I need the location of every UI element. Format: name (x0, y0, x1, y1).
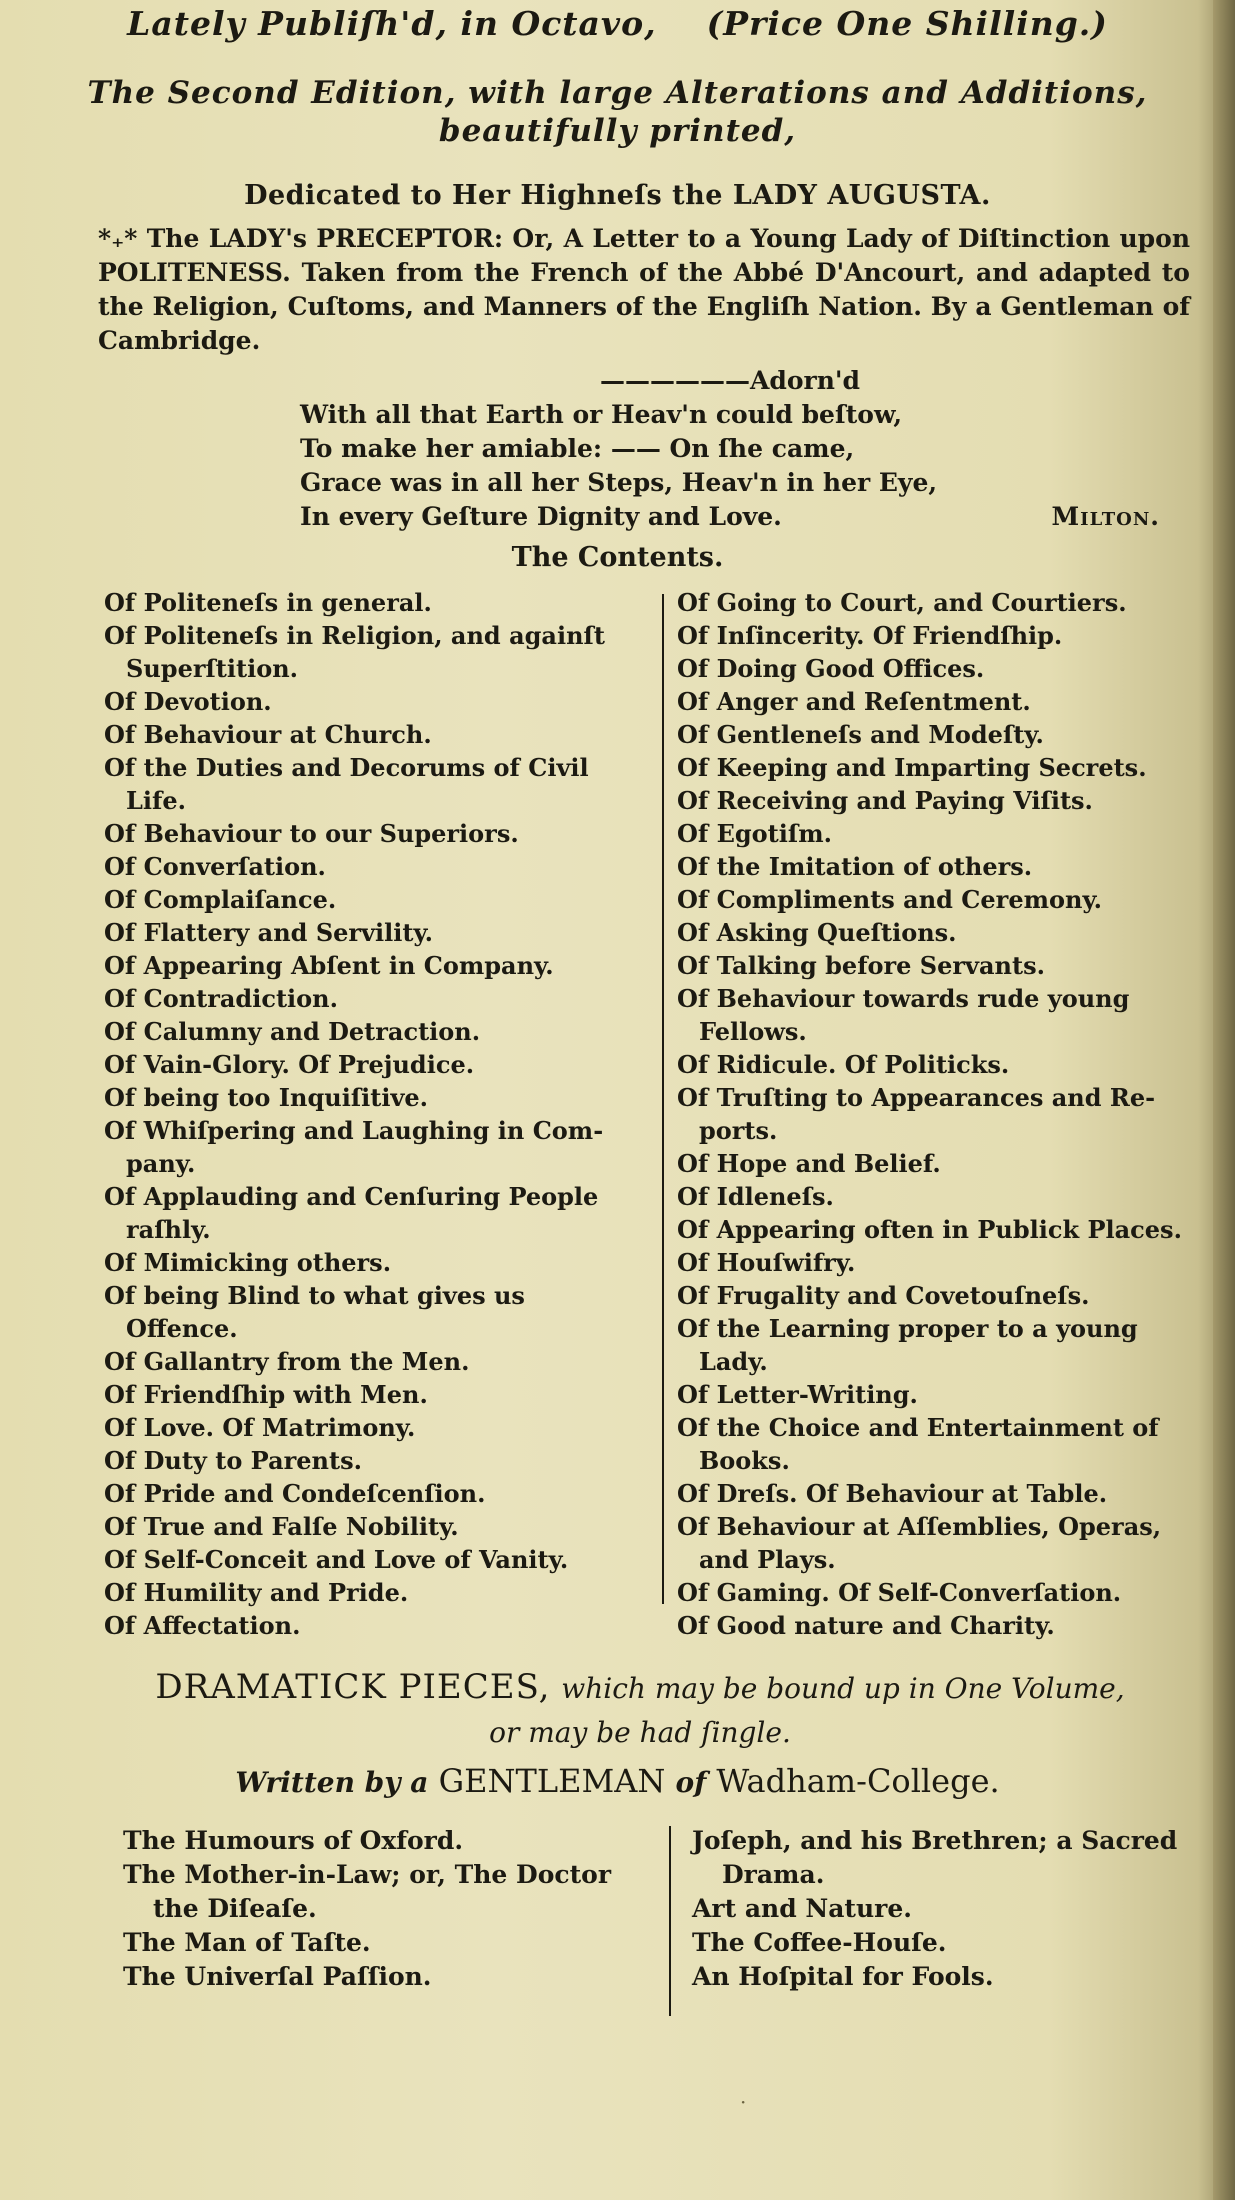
edition-heading (0, 74, 1235, 150)
contents-item: Of being Blind to what gives us (104, 1281, 525, 1310)
contents-item: Of Whiſpering and Laughing in Com- (104, 1116, 604, 1145)
play-item: The Humours of Oxford. (123, 1826, 464, 1855)
contents-item: Of the Choice and Entertainment of (677, 1413, 1159, 1442)
play-item-continuation: the Diſeaſe. (153, 1894, 317, 1923)
contents-item: Of Dreſs. Of Behaviour at Table. (677, 1479, 1108, 1508)
contents-item-continuation: Lady. (699, 1347, 768, 1376)
poem-line: To make her amiable: —— On ſhe came, (300, 434, 855, 463)
lately-published: Lately Publiſh'd, in Octavo, (127, 4, 657, 43)
play-item: The Univerſal Paſſion. (123, 1962, 432, 1991)
contents-item: Of Doing Good Offices. (677, 654, 985, 683)
contents-item: Of Appearing often in Publick Places. (677, 1215, 1182, 1244)
contents-item: Of Love. Of Matrimony. (104, 1413, 416, 1442)
contents-left-column (104, 586, 649, 1642)
plays-right-column (692, 1824, 1192, 1994)
play-item: Joſeph, and his Brethren; a Sacred (692, 1826, 1178, 1855)
play-item-continuation: Drama. (722, 1860, 825, 1889)
poem-line: With all that Earth or Heav'n could beſtow, (300, 400, 903, 429)
of-word: of (675, 1766, 707, 1799)
gentleman: GENTLEMAN (438, 1762, 666, 1800)
contents-item-continuation: Fellows. (699, 1017, 807, 1046)
contents-item: Of Letter-Writing. (677, 1380, 918, 1409)
edition-line-1: The Second Edition, with large Alterations and Additions, (87, 75, 1148, 111)
plays-divider (669, 1826, 671, 2016)
contents-item: Of Anger and Reſentment. (677, 687, 1031, 716)
contents-item: Of Going to Court, and Courtiers. (677, 588, 1127, 617)
contents-item: Of Ridicule. Of Politicks. (677, 1050, 1010, 1079)
contents-item: Of Good nature and Charity. (677, 1611, 1055, 1640)
contents-item: Of Gallantry from the Men. (104, 1347, 470, 1376)
contents-item: Of Flattery and Servility. (104, 918, 433, 947)
contents-item: Of Politeneſs in Religion, and againſt (104, 621, 605, 650)
preceptor-paragraph (98, 222, 1190, 358)
play-item: The Mother-in-Law; or, The Doctor (123, 1860, 611, 1889)
contents-item: Of Vain-Glory. Of Prejudice. (104, 1050, 475, 1079)
edition-line-2: beautifully printed, (438, 113, 797, 149)
contents-item: Of Devotion. (104, 687, 272, 716)
contents-item-continuation: Superſtition. (126, 654, 299, 683)
contents-item: Of True and Falſe Nobility. (104, 1512, 459, 1541)
contents-item: Of Behaviour at Aſſemblies, Operas, (677, 1512, 1162, 1541)
header-line (0, 4, 1235, 43)
contents-item: Of Inſincerity. Of Friendſhip. (677, 621, 1063, 650)
contents-right-column (677, 586, 1202, 1642)
play-item: Art and Nature. (692, 1894, 912, 1923)
contents-item: Of Behaviour to our Superiors. (104, 819, 519, 848)
contents-item: Of Appearing Abſent in Company. (104, 951, 554, 980)
written-by-line (0, 1762, 1235, 1800)
contents-item: Of Converſation. (104, 852, 326, 881)
contents-item-continuation: Life. (126, 786, 186, 815)
contents-item: Of Pride and Condeſcenſion. (104, 1479, 486, 1508)
contents-item: Of Mimicking others. (104, 1248, 392, 1277)
contents-item: Of Duty to Parents. (104, 1446, 362, 1475)
price: (Price One Shilling.) (706, 4, 1108, 43)
poem-line (300, 500, 1160, 534)
contents-item: Of Receiving and Paying Viſits. (677, 786, 1093, 815)
contents-item: Of Behaviour towards rude young (677, 984, 1130, 1013)
dramatick-subtitle-1: which may be bound up in One Volume, (561, 1672, 1125, 1705)
contents-item: Of Idleneſs. (677, 1182, 834, 1211)
plays-left-column (123, 1824, 663, 1994)
poem-line-text: In every Geſture Dignity and Love. (300, 502, 782, 531)
dramatick-heading (70, 1666, 1210, 1754)
contents-item: Of Asking Queſtions. (677, 918, 957, 947)
play-item: The Coffee-Houſe. (692, 1928, 947, 1957)
contents-item: Of Applauding and Cenſuring People (104, 1182, 599, 1211)
contents-item-continuation: pany. (126, 1149, 196, 1178)
column-divider (662, 594, 664, 1604)
dedication: Dedicated to Her Highneſs the LADY AUGUSTA. (244, 180, 991, 211)
contents-item-continuation: Books. (699, 1446, 790, 1475)
contents-item: Of Humility and Pride. (104, 1578, 409, 1607)
contents-item: Of Gentleneſs and Modeſty. (677, 720, 1044, 749)
contents-item: Of Behaviour at Church. (104, 720, 432, 749)
contents-title: The Contents. (511, 542, 724, 573)
contents-item: Of Hope and Belief. (677, 1149, 941, 1178)
poem (300, 364, 1160, 534)
dramatick-subtitle-2: or may be had ſingle. (489, 1716, 791, 1749)
contents-item: Of Affectation. (104, 1611, 301, 1640)
college: Wadham-College. (716, 1762, 1000, 1800)
contents-item-continuation: ports. (699, 1116, 778, 1145)
contents-item: Of Friendſhip with Men. (104, 1380, 428, 1409)
contents-item: Of Complaiſance. (104, 885, 337, 914)
contents-item-continuation: raſhly. (126, 1215, 211, 1244)
contents-item: Of Frugality and Covetouſneſs. (677, 1281, 1090, 1310)
contents-item: Of Self-Conceit and Love of Vanity. (104, 1545, 569, 1574)
dramatick-title: DRAMATICK PIECES, (155, 1667, 551, 1707)
contents-item: Of Truſting to Appearances and Re- (677, 1083, 1156, 1112)
ink-mark: · (740, 2090, 747, 2114)
contents-item: Of the Duties and Decorums of Civil (104, 753, 589, 782)
contents-item: Of Keeping and Imparting Secrets. (677, 753, 1147, 782)
asterism: *₊* (98, 224, 138, 253)
written-by: Written by a (235, 1766, 429, 1799)
contents-item: Of Houſwifry. (677, 1248, 856, 1277)
contents-item: Of Compliments and Ceremony. (677, 885, 1102, 914)
contents-item: Of the Learning proper to a young (677, 1314, 1138, 1343)
poem-adorn: ——————Adorn'd (600, 366, 861, 395)
contents-item: Of Talking before Servants. (677, 951, 1045, 980)
page-edge (1213, 0, 1235, 2200)
contents-item: Of Gaming. Of Self-Converſation. (677, 1578, 1122, 1607)
preceptor-text: The LADY's PRECEPTOR: Or, A Letter to a Young Lady of Diſtinction upon POLITENESS. Taken from the French of the Abbé D'Ancourt, and adapted to the Religion, Cuſtoms, and Manners of the Engliſh Nation. By a Gentleman of Cambridge. (98, 224, 1190, 355)
contents-item: Of Egotiſm. (677, 819, 832, 848)
contents-item: Of Contradiction. (104, 984, 338, 1013)
contents-item: Of being too Inquiſitive. (104, 1083, 429, 1112)
contents-item: Of the Imitation of others. (677, 852, 1033, 881)
poem-line: Grace was in all her Steps, Heav'n in her Eye, (300, 468, 938, 497)
contents-item: Of Calumny and Detraction. (104, 1017, 481, 1046)
play-item: An Hoſpital for Fools. (692, 1962, 994, 1991)
contents-item-continuation: Offence. (126, 1314, 238, 1343)
play-item: The Man of Taſte. (123, 1928, 371, 1957)
contents-item-continuation: and Plays. (699, 1545, 836, 1574)
contents-item: Of Politeneſs in general. (104, 588, 432, 617)
poem-attribution: Milton. (1051, 502, 1160, 531)
